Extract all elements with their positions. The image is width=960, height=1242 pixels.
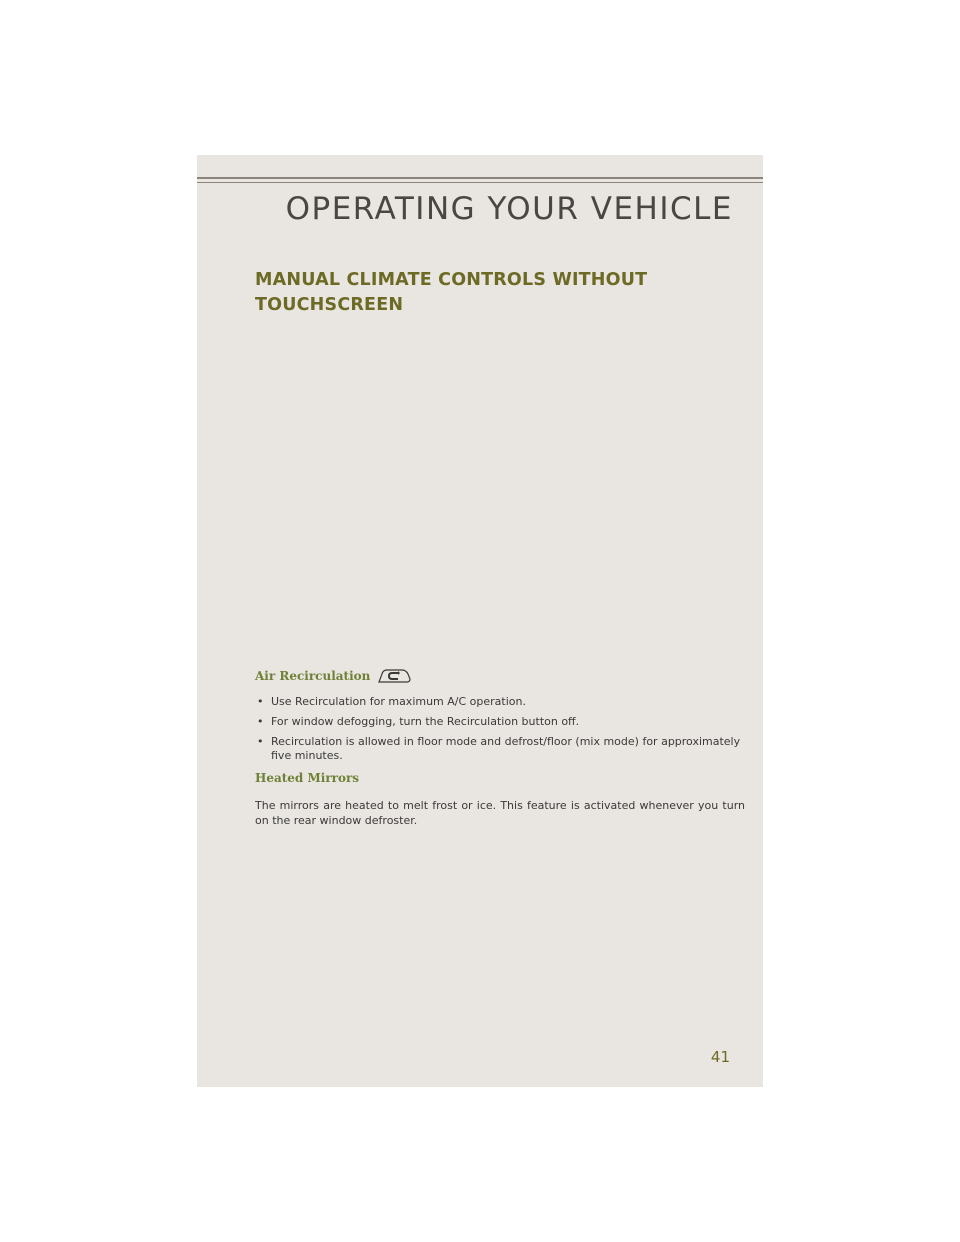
chapter-title: OPERATING YOUR VEHICLE <box>285 191 733 227</box>
air-recirculation-bullets <box>255 695 745 763</box>
list-item: • Recirculation is allowed in floor mode and defrost/floor (mix mode) for approximately five minutes. <box>255 735 745 763</box>
section-title: MANUAL CLIMATE CONTROLS WITHOUT TOUCHSCREEN <box>255 270 648 315</box>
list-item: • For window defogging, turn the Recirculation button off. <box>255 715 745 729</box>
air-recirculation-heading-text: Air Recirculation <box>255 669 371 683</box>
page-number: 41 <box>710 1048 730 1066</box>
recirculation-icon <box>376 667 412 685</box>
heated-mirrors-heading: Heated Mirrors <box>255 771 360 785</box>
manual-page <box>197 155 763 1087</box>
list-item: • Use Recirculation for maximum A/C operation. <box>255 695 745 709</box>
heated-mirrors-text: The mirrors are heated to melt frost or ice. This feature is activated whenever you turn on the rear window defroster. <box>255 799 745 827</box>
content-block <box>255 667 745 828</box>
header-rule-bottom <box>197 182 763 183</box>
header-rule-top <box>197 177 763 179</box>
air-recirculation-heading <box>255 667 745 685</box>
